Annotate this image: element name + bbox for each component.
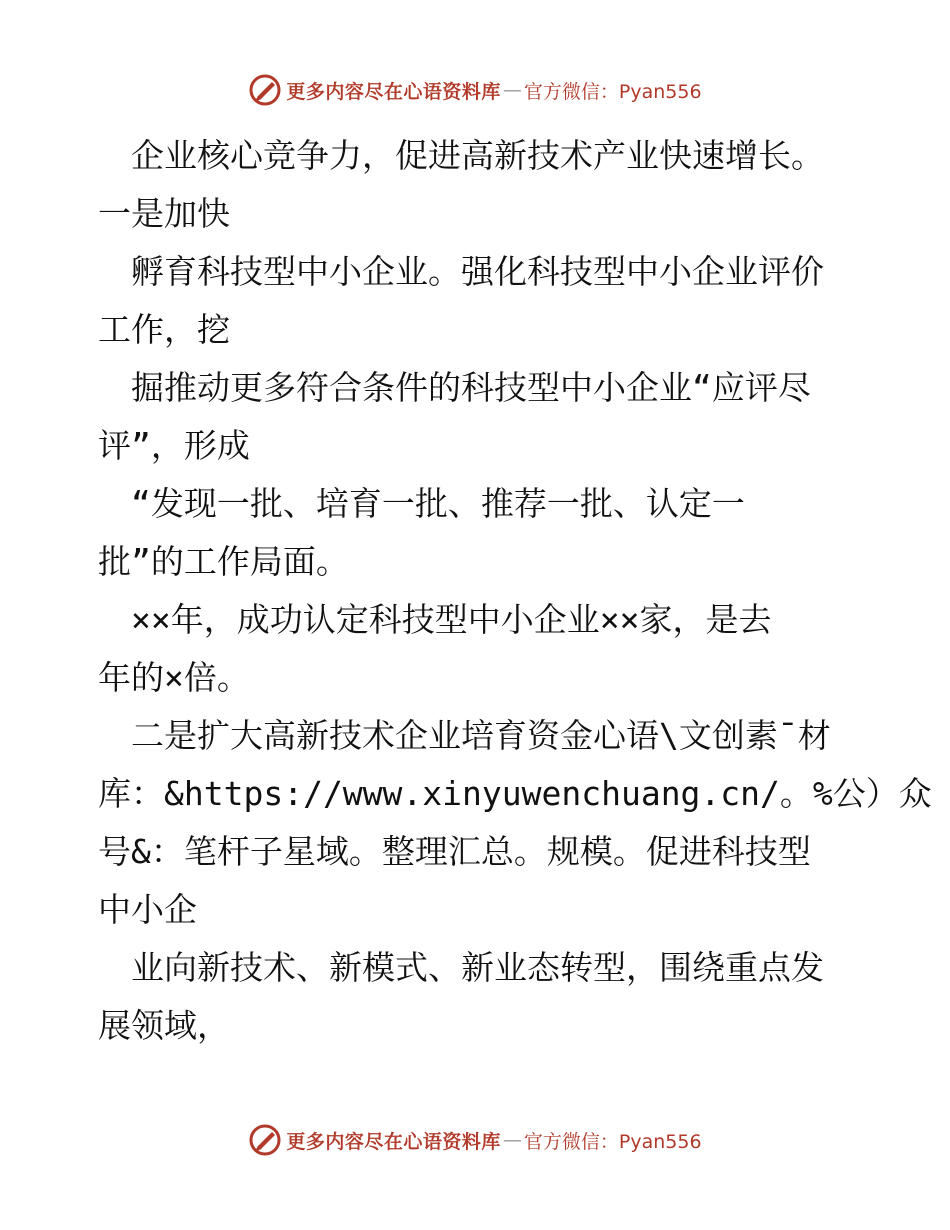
footer-banner xyxy=(0,1120,950,1160)
body-line: 一是加快 xyxy=(98,194,230,233)
brush-logo-icon xyxy=(248,1123,282,1157)
footer-banner-contact: 官方微信：Pyan556 xyxy=(523,1130,702,1153)
body-line: 企业核心竞争力，促进高新技术产业快速增长。 xyxy=(98,136,824,175)
body-line: 中小企 xyxy=(98,890,197,929)
header-banner-contact: 官方微信：Pyan556 xyxy=(523,80,702,103)
body-line: ××年，成功认定科技型中小企业××家，是去 xyxy=(98,600,772,639)
header-banner xyxy=(0,70,950,110)
body-line: 业向新技术、新模式、新业态转型，围绕重点发 xyxy=(98,948,824,987)
header-banner-text: 更多内容尽在心语资料库 xyxy=(286,80,501,103)
body-line: “发现一批、培育一批、推荐一批、认定一 xyxy=(98,484,745,523)
body-line: 工作，挖 xyxy=(98,310,230,349)
body-line: 孵育科技型中小企业。强化科技型中小企业评价 xyxy=(98,252,824,291)
body-line: 号&：笔杆子星域。整理汇总。规模。促进科技型 xyxy=(98,832,811,871)
footer-banner-text: 更多内容尽在心语资料库 xyxy=(286,1130,501,1153)
body-line: 掘推动更多符合条件的科技型中小企业“应评尽 xyxy=(98,368,811,407)
body-line: 评”，形成 xyxy=(98,426,250,465)
header-banner-dash: — xyxy=(502,79,522,101)
body-line: 库：&https://www.xinyuwenchuang.cn/。%公）众 xyxy=(98,774,932,813)
footer-banner-dash: — xyxy=(502,1129,522,1151)
body-line: 展领域， xyxy=(98,1006,230,1045)
body-line: 批”的工作局面。 xyxy=(98,542,349,581)
body-line: 二是扩大高新技术企业培育资金心语\文创素¯材 xyxy=(98,716,831,755)
brush-logo-icon xyxy=(248,73,282,107)
body-line: 年的×倍。 xyxy=(98,658,250,697)
